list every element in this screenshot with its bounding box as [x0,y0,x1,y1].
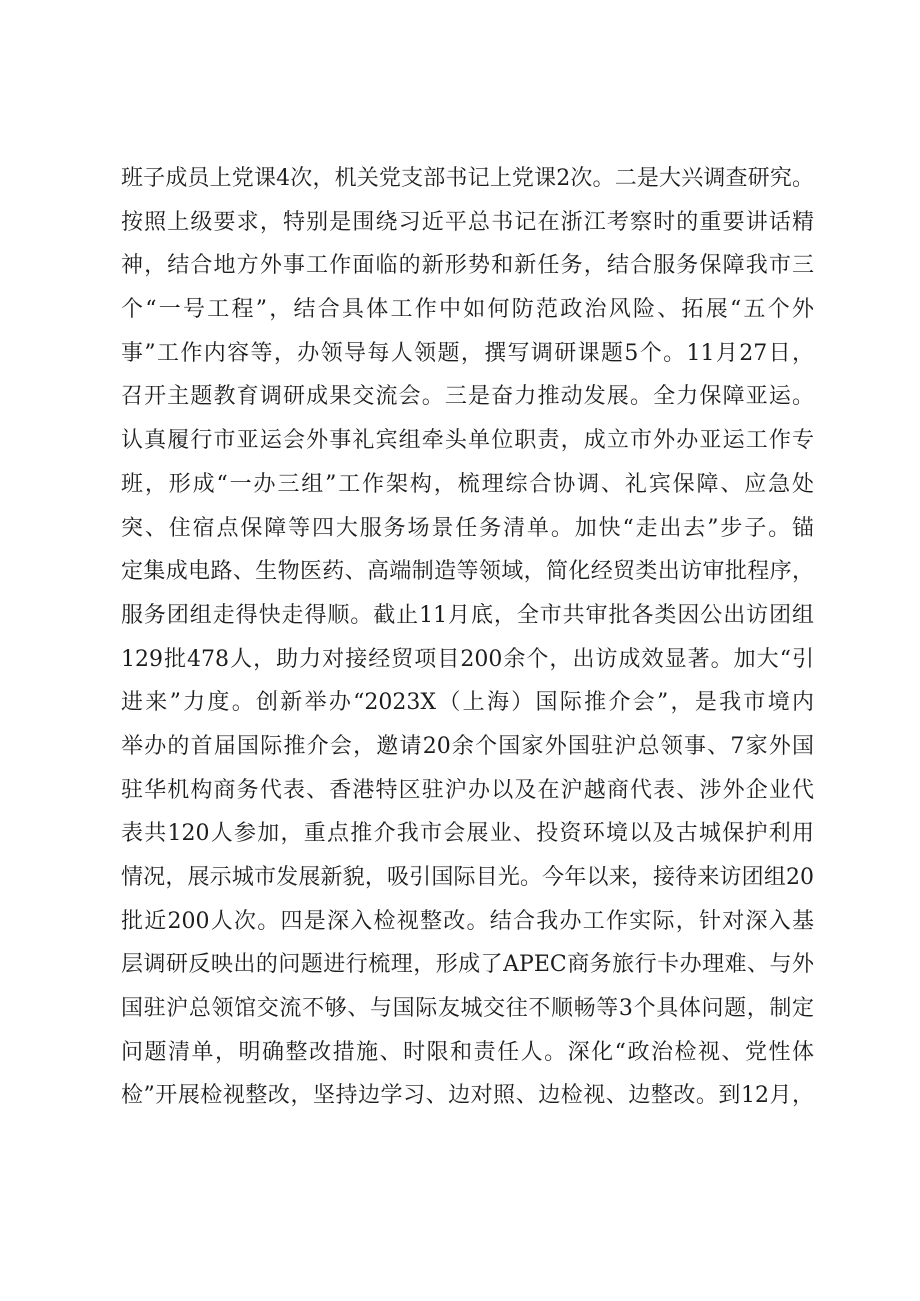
text-line: 突、住宿点保障等四大服务场景任务清单。加快“走出去”步子。锚 [121,515,814,541]
text-line: 驻华机构商务代表、香港特区驻沪办以及在沪越商代表、涉外企业代 [121,777,814,803]
text-line: 神，结合地方外事工作面临的新形势和新任务，结合服务保障我市三 [121,253,814,279]
text-line: 表共120人参加，重点推介我市会展业、投资环境以及古城保护利用 [121,821,814,847]
text-line: 事”工作内容等，办领导每人领题，撰写调研课题5个。11月27日， [121,340,814,366]
text-line: 举办的首届国际推介会，邀请20余个国家外国驻沪总领事、7家外国 [121,733,814,759]
text-line: 进来”力度。创新举办“2023X（上海）国际推介会”，是我市境内 [121,690,814,716]
text-line: 问题清单，明确整改措施、时限和责任人。深化“政治检视、党性体 [121,1039,814,1065]
text-line: 批近200人次。四是深入检视整改。结合我办工作实际，针对深入基 [121,908,814,934]
text-line: 个“一号工程”，结合具体工作中如何防范政治风险、拓展“五个外 [121,297,814,323]
text-line: 服务团组走得快走得顺。截止11月底，全市共审批各类因公出访团组 [121,602,814,628]
text-line: 按照上级要求，特别是围绕习近平总书记在浙江考察时的重要讲话精 [121,209,814,235]
text-line: 层调研反映出的问题进行梳理，形成了APEC商务旅行卡办理难、与外 [121,952,814,978]
text-line: 召开主题教育调研成果交流会。三是奋力推动发展。全力保障亚运。 [121,384,814,410]
text-line: 班，形成“一办三组”工作架构，梳理综合协调、礼宾保障、应急处 [121,471,814,497]
text-line: 情况，展示城市发展新貌，吸引国际目光。今年以来，接待来访团组20 [121,865,814,890]
text-line: 认真履行市亚运会外事礼宾组牵头单位职责，成立市外办亚运工作专 [121,428,814,454]
text-line: 定集成电路、生物医药、高端制造等领域，简化经贸类出访审批程序， [121,559,814,585]
text-line: 国驻沪总领馆交流不够、与国际友城交往不顺畅等3个具体问题，制定 [121,996,814,1022]
text-line: 129批478人，助力对接经贸项目200余个，出访成效显著。加大“引 [121,646,814,672]
text-line: 检”开展检视整改，坚持边学习、边对照、边检视、边整改。到12月， [121,1083,814,1109]
body-paragraph [121,162,814,1123]
text-line: 班子成员上党课4次，机关党支部书记上党课2次。二是大兴调查研究。 [121,166,814,191]
